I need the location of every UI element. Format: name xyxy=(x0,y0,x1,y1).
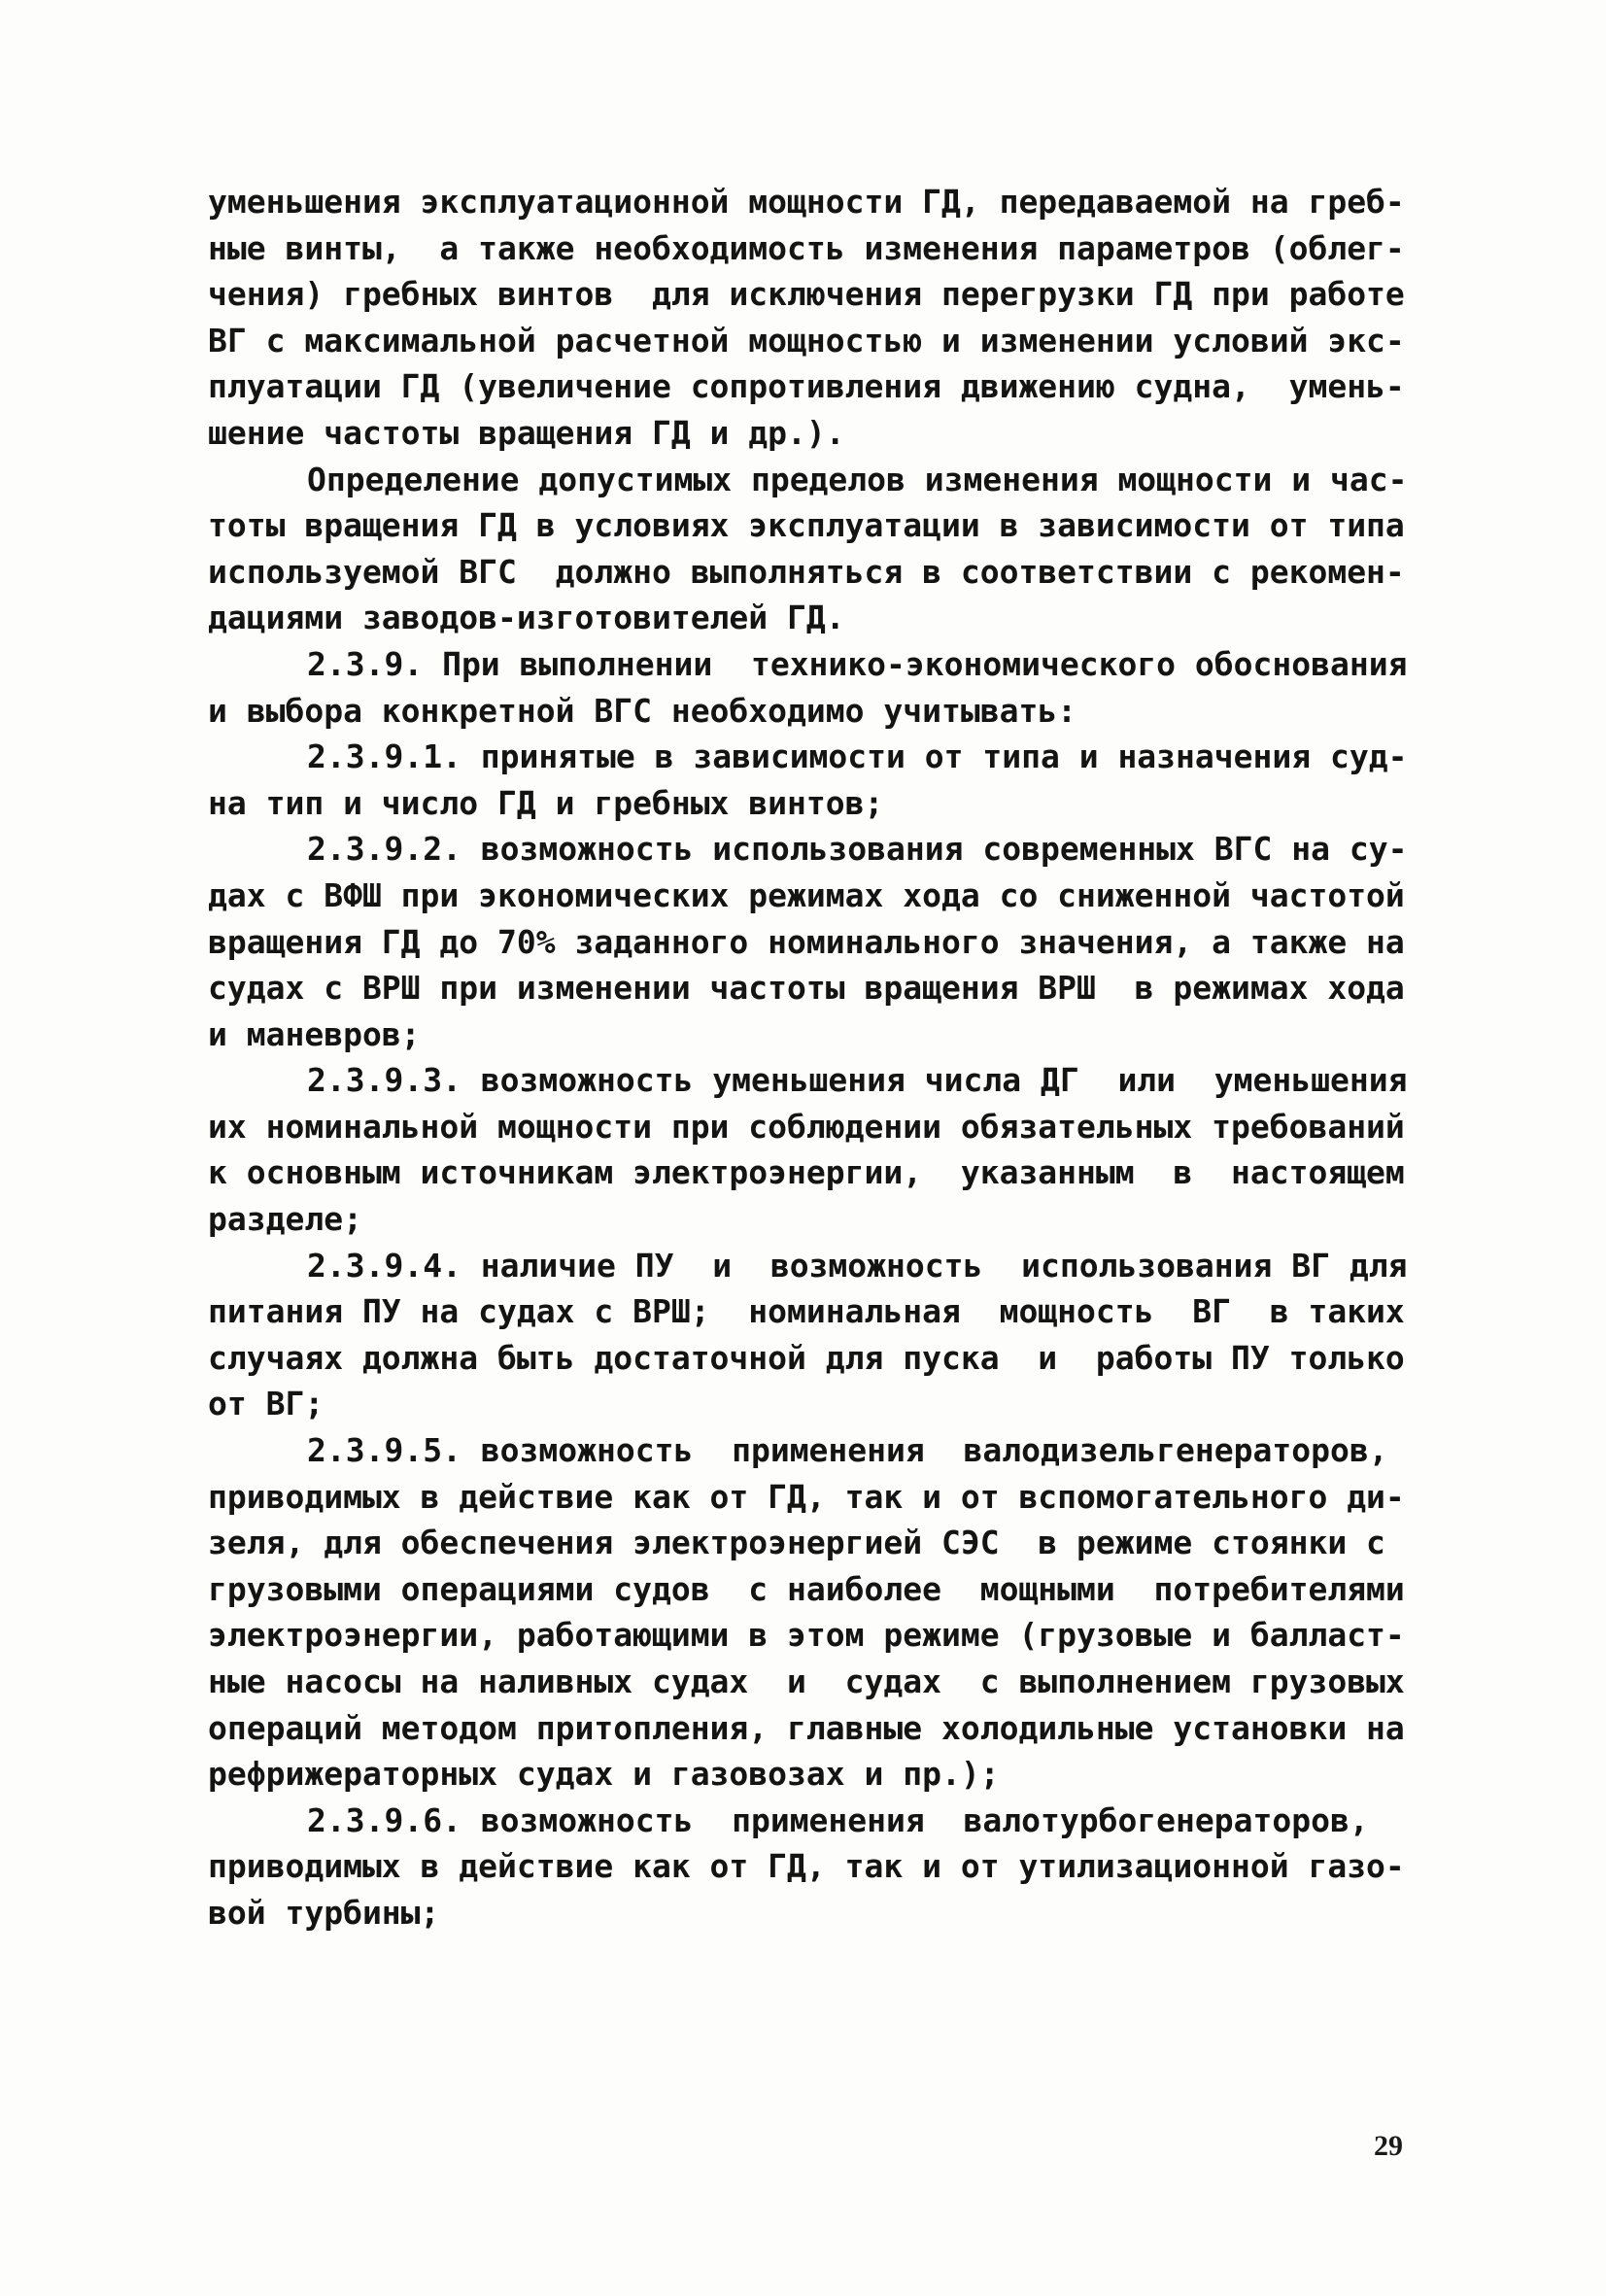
text-line: и маневров; xyxy=(208,1014,421,1053)
text-line: ные насосы на наливных судах и судах с выполнением грузовых xyxy=(208,1662,1405,1700)
paragraph xyxy=(208,457,1413,641)
paragraph xyxy=(208,1057,1413,1242)
text-line: 2.3.9. При выполнении технико-экономического обоснования xyxy=(307,644,1408,683)
paragraph xyxy=(208,1798,1413,1936)
text-line: и выбора конкретной ВГС необходимо учитывать: xyxy=(208,691,1077,730)
text-line: ные винты, а также необходимость изменения параметров (облег- xyxy=(208,228,1405,267)
text-line: судах с ВРШ при изменении частоты вращения ВРШ в режимах хода xyxy=(208,969,1405,1008)
text-line: приводимых в действие как от ГД, так и от утилизационной газо- xyxy=(208,1847,1405,1886)
text-line: 2.3.9.6. возможность применения валотурбогенераторов, xyxy=(307,1800,1369,1839)
text-line: разделе; xyxy=(208,1200,362,1239)
text-line: вращения ГД до 70% заданного номинального значения, а также на xyxy=(208,922,1405,961)
text-line: электроэнергии, работающими в этом режиме (грузовые и балласт- xyxy=(208,1616,1405,1655)
text-line: 2.3.9.3. возможность уменьшения числа ДГ или уменьшения xyxy=(307,1061,1408,1100)
paragraph xyxy=(208,1243,1413,1427)
text-line: плуатации ГД (увеличение сопротивления движению судна, умень- xyxy=(208,367,1405,406)
text-line: зеля, для обеспечения электроэнергией СЭС в режиме стоянки с xyxy=(208,1524,1385,1562)
text-line: питания ПУ на судах с ВРШ; номинальная мощность ВГ в таких xyxy=(208,1292,1405,1331)
text-line: от ВГ; xyxy=(208,1385,325,1423)
text-line: рефрижераторных судах и газовозах и пр.); xyxy=(208,1755,1000,1794)
text-line: используемой ВГС должно выполняться в соответствии с рекомен- xyxy=(208,552,1405,591)
text-line: вой турбины; xyxy=(208,1893,440,1932)
text-line: шение частоты вращения ГД и др.). xyxy=(208,413,845,452)
paragraph xyxy=(208,179,1413,457)
text-line: 2.3.9.2. возможность использования современных ВГС на су- xyxy=(307,830,1408,869)
text-line: на тип и число ГД и гребных винтов; xyxy=(208,783,884,822)
text-line: к основным источникам электроэнергии, указанным в настоящем xyxy=(208,1153,1405,1192)
text-line: грузовыми операциями судов с наиболее мощными потребителями xyxy=(208,1569,1405,1608)
text-line: 2.3.9.1. принятые в зависимости от типа и назначения суд- xyxy=(307,737,1408,776)
text-line: их номинальной мощности при соблюдении обязательных требований xyxy=(208,1107,1405,1146)
text-line: уменьшения эксплуатационной мощности ГД, передаваемой на греб- xyxy=(208,183,1405,221)
paragraph xyxy=(208,734,1413,826)
text-line: случаях должна быть достаточной для пуска и работы ПУ только xyxy=(208,1338,1405,1377)
text-line: дах с ВФШ при экономических режимах хода со сниженной частотой xyxy=(208,875,1405,914)
paragraph xyxy=(208,641,1413,734)
text-line: тоты вращения ГД в условиях эксплуатации в зависимости от типа xyxy=(208,506,1405,545)
text-line: операций методом притопления, главные холодильные установки на xyxy=(208,1708,1405,1747)
text-line: 2.3.9.5. возможность применения валодизельгенераторов, xyxy=(307,1431,1388,1470)
paragraph xyxy=(208,826,1413,1057)
body-text xyxy=(208,179,1413,1936)
text-line: Определение допустимых пределов изменения мощности и час- xyxy=(307,460,1408,498)
text-line: чения) гребных винтов для исключения перегрузки ГД при работе xyxy=(208,275,1405,314)
text-line: ВГ с максимальной расчетной мощностью и изменении условий экс- xyxy=(208,321,1405,360)
text-line: 2.3.9.4. наличие ПУ и возможность использования ВГ для xyxy=(307,1246,1408,1285)
page-number: 29 xyxy=(1374,2130,1403,2162)
text-line: дациями заводов-изготовителей ГД. xyxy=(208,599,845,637)
paragraph xyxy=(208,1427,1413,1798)
text-line: приводимых в действие как от ГД, так и от вспомогательного ди- xyxy=(208,1477,1405,1516)
